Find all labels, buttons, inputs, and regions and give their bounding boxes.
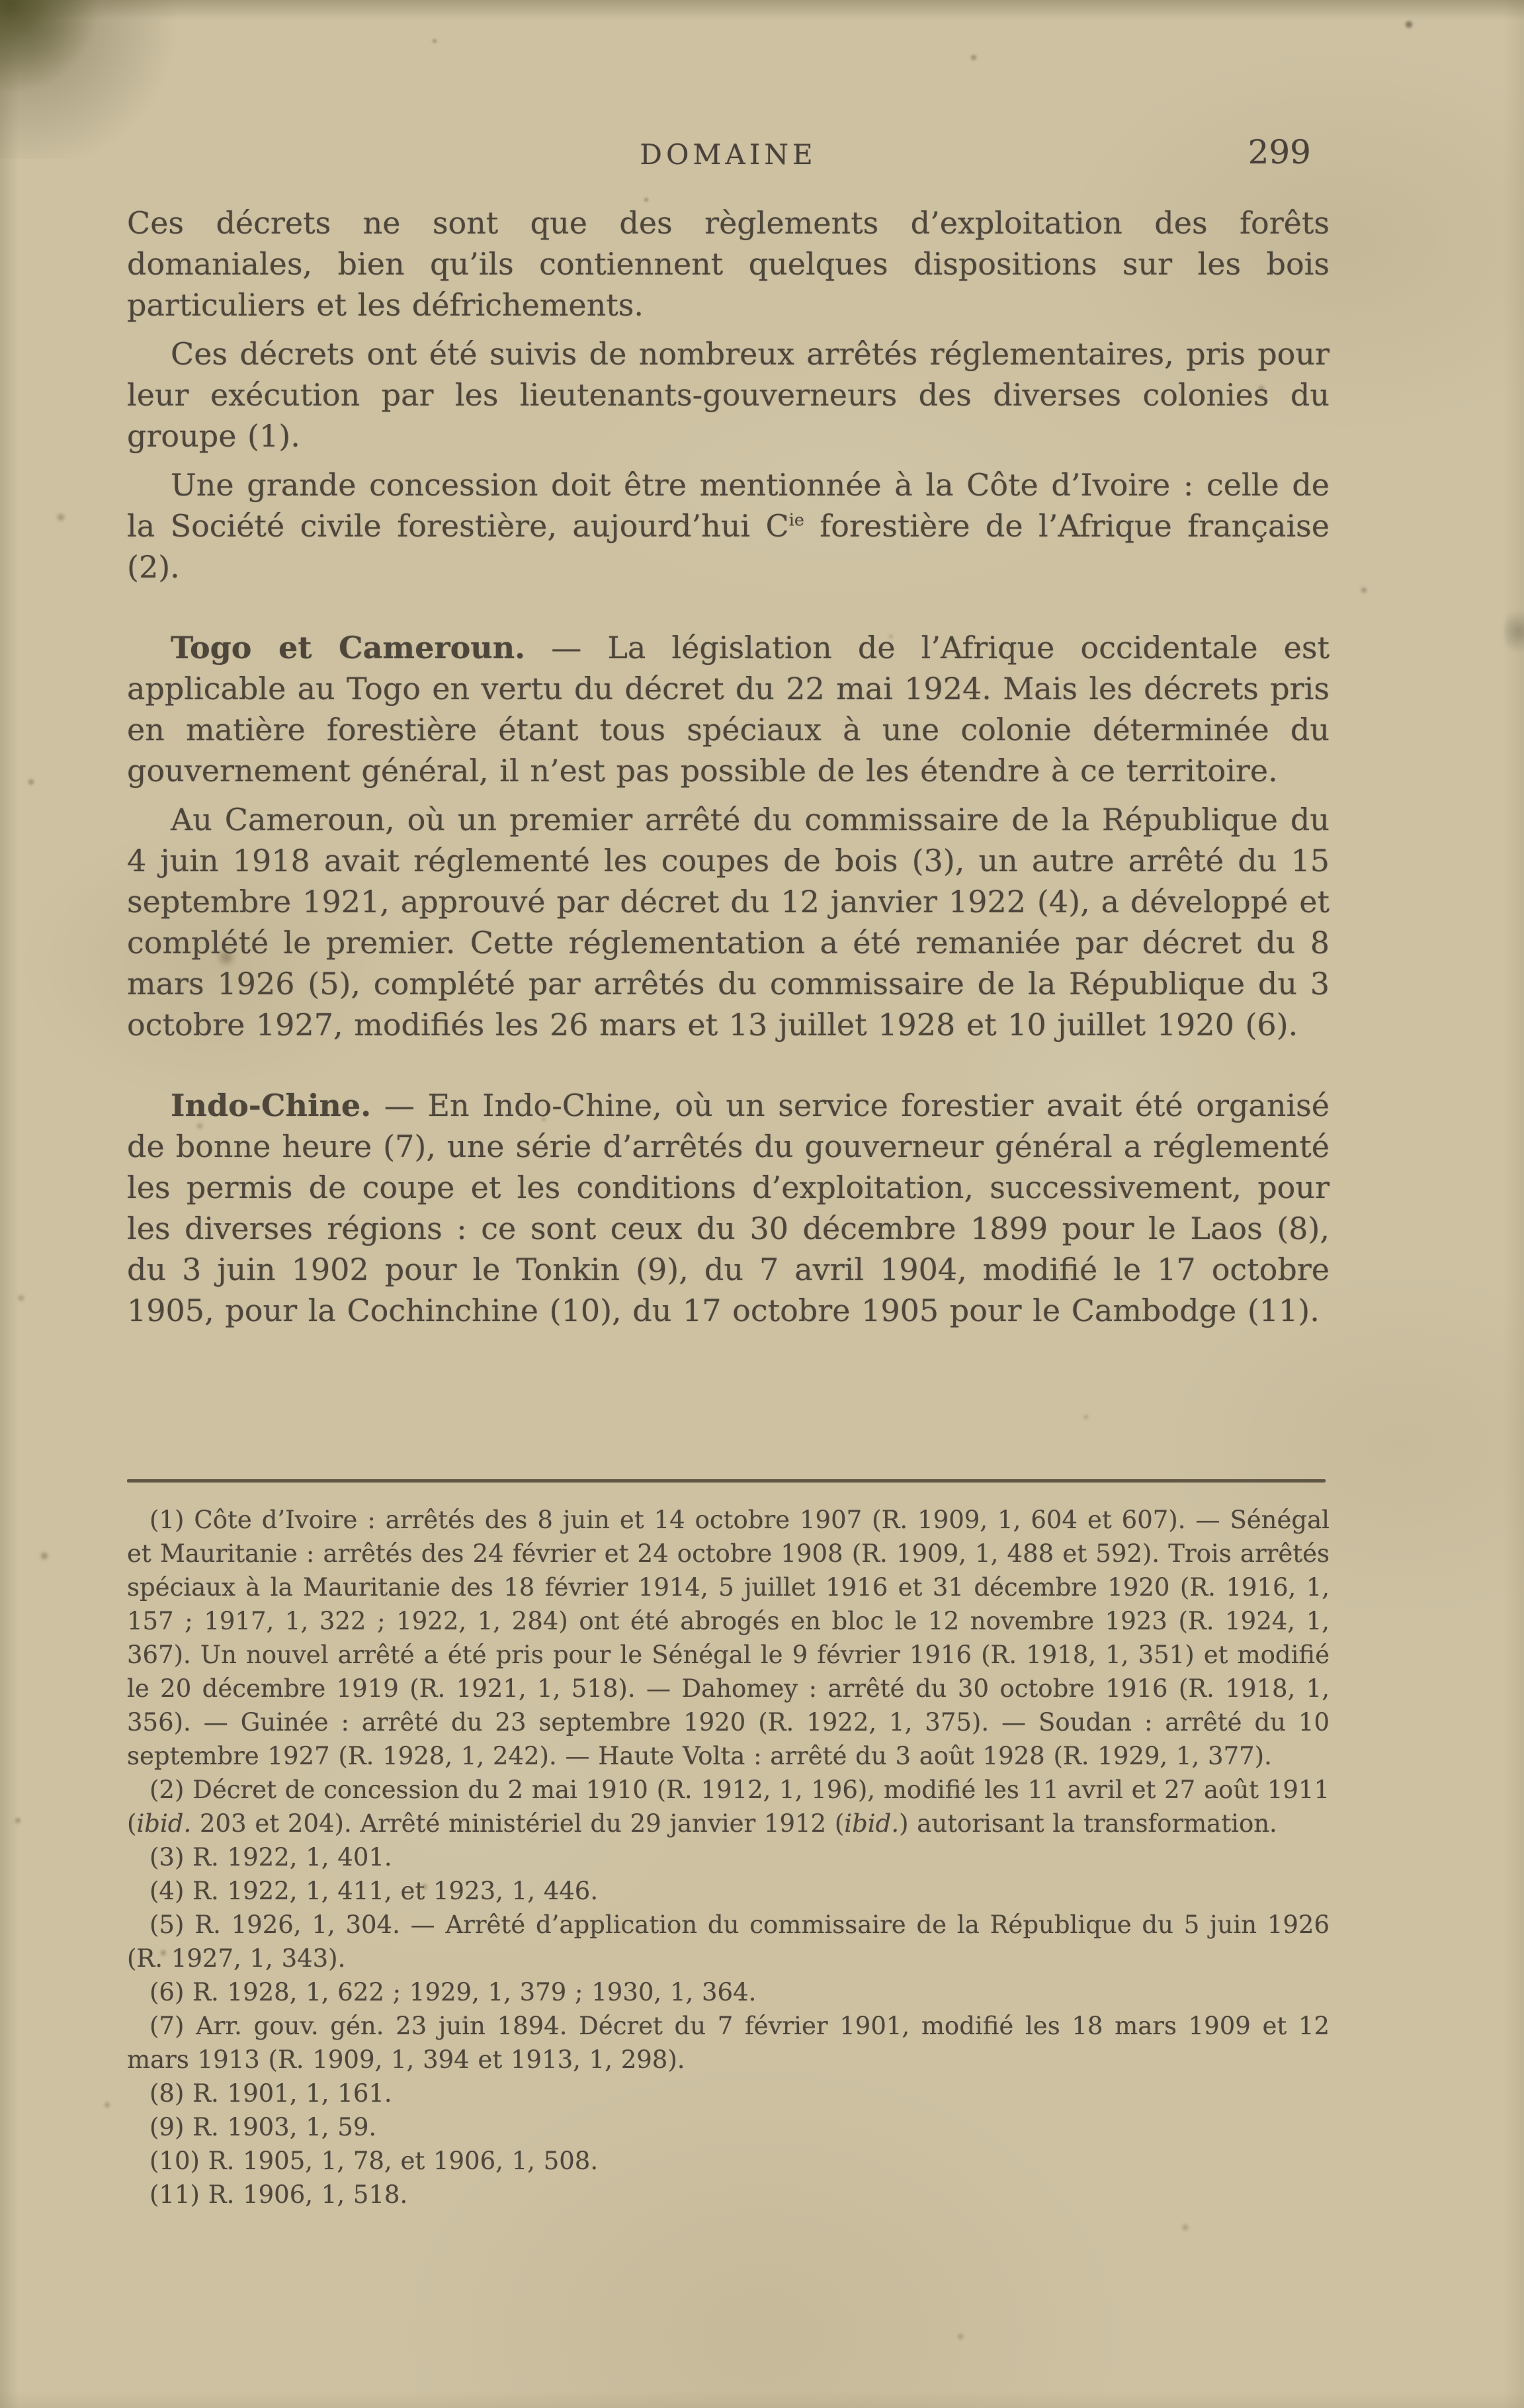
page-number: 299 [1248, 133, 1311, 171]
footnote-3: (3) R. 1922, 1, 401. [149, 1843, 392, 1871]
body-text [127, 202, 1330, 1331]
footnote-10: (10) R. 1905, 1, 78, et 1906, 1, 508. [149, 2147, 599, 2175]
footnote-2: (2) Décret de concession du 2 mai 1910 (R. 1912, 1, 196), modifié les 11 avril et 27 août 1911 (ibid. 203 et 204). Arrêté ministériel du 29 janvier 1912 (ibid.) autorisant la transformation. [127, 1776, 1330, 1838]
paragraph-cameroun: Au Cameroun, où un premier arrêté du commissaire de la République du 4 juin 1918 avait réglementé les coupes de bois (3), un autre arrêté du 15 septembre 1921, approuvé par décret du 12 janvier 1922 (4), a développé et complété le premier. Cette réglementation a été remaniée par décret du 8 mars 1926 (5), complété par arrêtés du commissaire de la République du 3 octobre 1927, modifiés les 26 mars et 13 juillet 1928 et 10 juillet 1920 (6). [127, 802, 1330, 1043]
paper-smudge [1504, 607, 1524, 656]
page-content [127, 0, 1330, 2408]
footnote-4: (4) R. 1922, 1, 411, et 1923, 1, 446. [149, 1877, 599, 1905]
footnote-7: (7) Arr. gouv. gén. 23 juin 1894. Décret du 7 février 1901, modifié les 18 mars 1909 et 12 mars 1913 (R. 1909, 1, 394 et 1913, 1, 298). [127, 2012, 1330, 2074]
footnote-11: (11) R. 1906, 1, 518. [149, 2180, 408, 2209]
footnote-6: (6) R. 1928, 1, 622 ; 1929, 1, 379 ; 1930, 1, 364. [149, 1978, 757, 2006]
running-title: DOMAINE [640, 138, 817, 171]
section-togo-cameroun: Togo et Cameroun. — La législation de l’Afrique occidentale est applicable au Togo en vertu du décret du 22 mai 1924. Mais les décrets pris en matière forestière étant tous spéciaux à une colonie déterminée du gouvernement général, il n’est pas possible de les étendre à ce territoire. [127, 630, 1330, 789]
section-indo-chine: Indo-Chine. — En Indo-Chine, où un service forestier avait été organisé de bonne heure (7), une série d’arrêtés du gouverneur général a réglementé les permis de coupe et les conditions d’exploitation, successivement, pour les diverses régions : ce sont ceux du 30 décembre 1899 pour le Laos (8), du 3 juin 1902 pour le Tonkin (9), du 7 avril 1904, modifié le 17 octobre 1905, pour la Cochinchine (10), du 17 octobre 1905 pour le Cambodge (11). [127, 1088, 1330, 1328]
paragraph-concession: Une grande concession doit être mentionnée à la Côte d’Ivoire : celle de la Société civile forestière, aujourd’hui $C^{ie}$ forestière de l’Afrique française (2). [127, 467, 1330, 585]
footnote-9: (9) R. 1903, 1, 59. [149, 2113, 377, 2141]
footnote-8: (8) R. 1901, 1, 161. [149, 2079, 392, 2108]
footnote-separator-rule [127, 1479, 1326, 1483]
footnote-5: (5) R. 1926, 1, 304. — Arrêté d’application du commissaire de la République du 5 juin 1926 (R. 1927, 1, 343). [127, 1911, 1330, 1973]
footnotes [127, 1503, 1330, 2212]
paragraph-intro: Ces décrets ne sont que des règlements d’exploitation des forêts domaniales, bien qu’ils contiennent quelques dispositions sur les bois particuliers et les défrichements. [127, 205, 1330, 323]
paragraph-arretes: Ces décrets ont été suivis de nombreux arrêtés réglementaires, pris pour leur exécution par les lieutenants-gouverneurs des diverses colonies du groupe (1). [127, 336, 1330, 454]
page-header [127, 135, 1330, 181]
paper-stains [0, 0, 3, 3]
footnote-1: (1) Côte d’Ivoire : arrêtés des 8 juin et 14 octobre 1907 (R. 1909, 1, 604 et 607). — Sénégal et Mauritanie : arrêtés des 24 février et 24 octobre 1908 (R. 1909, 1, 488 et 592). Trois arrêtés spéciaux à la Mauritanie des 18 février 1914, 5 juillet 1916 et 31 décembre 1920 (R. 1916, 1, 157 ; 1917, 1, 322 ; 1922, 1, 284) ont été abrogés en bloc le 12 novembre 1923 (R. 1924, 1, 367). Un nouvel arrêté a été pris pour le Sénégal le 9 février 1916 (R. 1918, 1, 351) et modifié le 20 décembre 1919 (R. 1921, 1, 518). — Dahomey : arrêté du 30 octobre 1916 (R. 1918, 1, 356). — Guinée : arrêté du 23 septembre 1920 (R. 1922, 1, 375). — Soudan : arrêté du 10 septembre 1927 (R. 1928, 1, 242). — Haute Volta : arrêté du 3 août 1928 (R. 1929, 1, 377). [127, 1506, 1330, 1770]
